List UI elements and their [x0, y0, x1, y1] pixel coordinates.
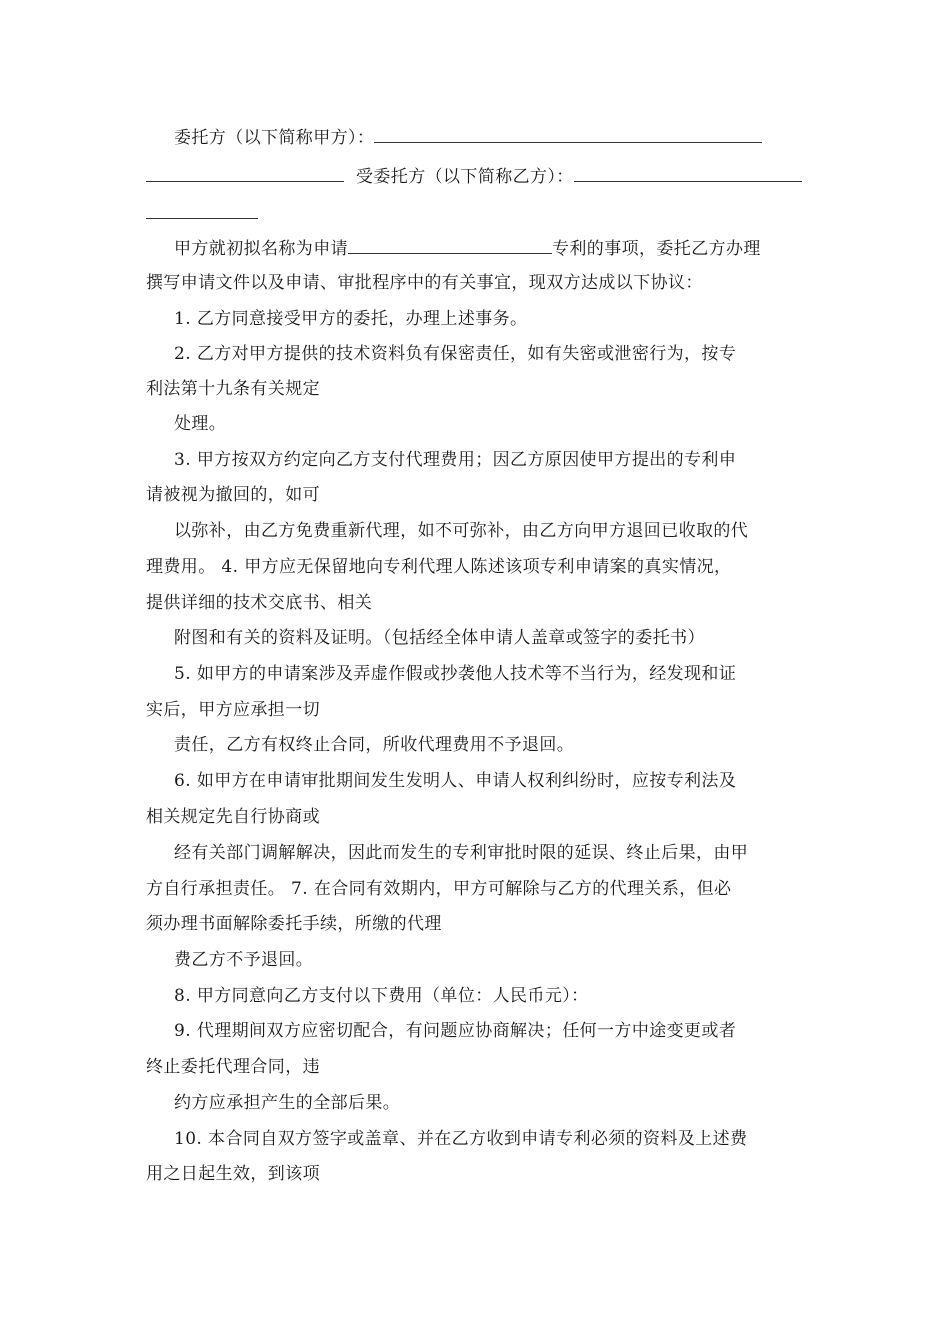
- clause-9-line-2: 终止委托代理合同，违: [146, 1057, 320, 1077]
- intro-text-b: 专利的事项，委托乙方办理: [552, 239, 761, 259]
- principal-line: [174, 125, 806, 149]
- clause-5-line-1: 5. 如甲方的申请案涉及弄虚作假或抄袭他人技术等不当行为，经发现和证: [174, 664, 737, 684]
- clause-6-line-2: 相关规定先自行协商或: [146, 807, 320, 827]
- clause-3-line-1: 3. 甲方按双方约定向乙方支付代理费用；因乙方原因使甲方提出的专利申: [174, 450, 737, 470]
- clause-3-4-line: 理费用。 4. 甲方应无保留地向专利代理人陈述该项专利申请案的真实情况，: [146, 557, 732, 577]
- intro-line-1: [174, 236, 806, 260]
- clause-4-line-3: 附图和有关的资料及证明。（包括经全体申请人盖章或签字的委托书）: [174, 628, 705, 648]
- agent-line: [146, 164, 806, 188]
- clause-9-line-1: 9. 代理期间双方应密切配合，有问题应协商解决；任何一方中途变更或者: [174, 1021, 737, 1041]
- clause-7-line-3: 费乙方不予退回。: [174, 950, 314, 970]
- clause-10-line-1: 10. 本合同自双方签字或盖章、并在乙方收到申请专利必须的资料及上述费: [174, 1129, 748, 1149]
- clause-9-line-3: 约方应承担产生的全部后果。: [174, 1093, 401, 1113]
- intro-line-2: 撰写申请文件以及申请、审批程序中的有关事宜，现双方达成以下协议：: [146, 273, 703, 293]
- clause-2-line-3: 处理。: [174, 414, 227, 434]
- clause-4-line-2: 提供详细的技术交底书、相关: [146, 593, 373, 613]
- clause-2-line-1: 2. 乙方对甲方提供的技术资料负有保密责任，如有失密或泄密行为，按专: [174, 344, 737, 364]
- agent-label: 受委托方（以下简称乙方）：: [356, 167, 574, 187]
- principal-blank[interactable]: [374, 125, 762, 143]
- agent-blank[interactable]: [574, 164, 802, 182]
- agent-blank-continued[interactable]: [146, 218, 258, 219]
- patent-name-blank[interactable]: [348, 236, 552, 254]
- clause-5-line-3: 责任，乙方有权终止合同，所收代理费用不予退回。: [174, 735, 575, 755]
- clause-6-7-line: 方自行承担责任。 7. 在合同有效期内，甲方可解除与乙方的代理关系，但必: [146, 879, 732, 899]
- clause-2-line-2: 利法第十九条有关规定: [146, 379, 320, 399]
- clause-1: 1. 乙方同意接受甲方的委托，办理上述事务。: [174, 309, 528, 329]
- clause-6-line-1: 6. 如甲方在申请审批期间发生发明人、申请人权利纠纷时，应按专利法及: [174, 771, 737, 791]
- clause-7-line-2: 须办理书面解除委托手续，所缴的代理: [146, 914, 442, 934]
- principal-blank-continued[interactable]: [146, 164, 344, 182]
- clause-3-line-3: 以弥补，由乙方免费重新代理，如不可弥补，由乙方向甲方退回已收取的代: [174, 521, 749, 541]
- clause-6-line-3: 经有关部门调解解决，因此而发生的专利审批时限的延误、终止后果，由甲: [174, 843, 749, 863]
- clause-3-line-2: 请被视为撤回的，如可: [146, 485, 320, 505]
- intro-text-a: 甲方就初拟名称为申请: [174, 239, 348, 259]
- clause-5-line-2: 实后，甲方应承担一切: [146, 700, 320, 720]
- clause-8: 8. 甲方同意向乙方支付以下费用（单位：人民币元）：: [174, 986, 589, 1006]
- principal-label: 委托方（以下简称甲方）：: [174, 128, 375, 148]
- clause-10-line-2: 用之日起生效，到该项: [146, 1164, 320, 1184]
